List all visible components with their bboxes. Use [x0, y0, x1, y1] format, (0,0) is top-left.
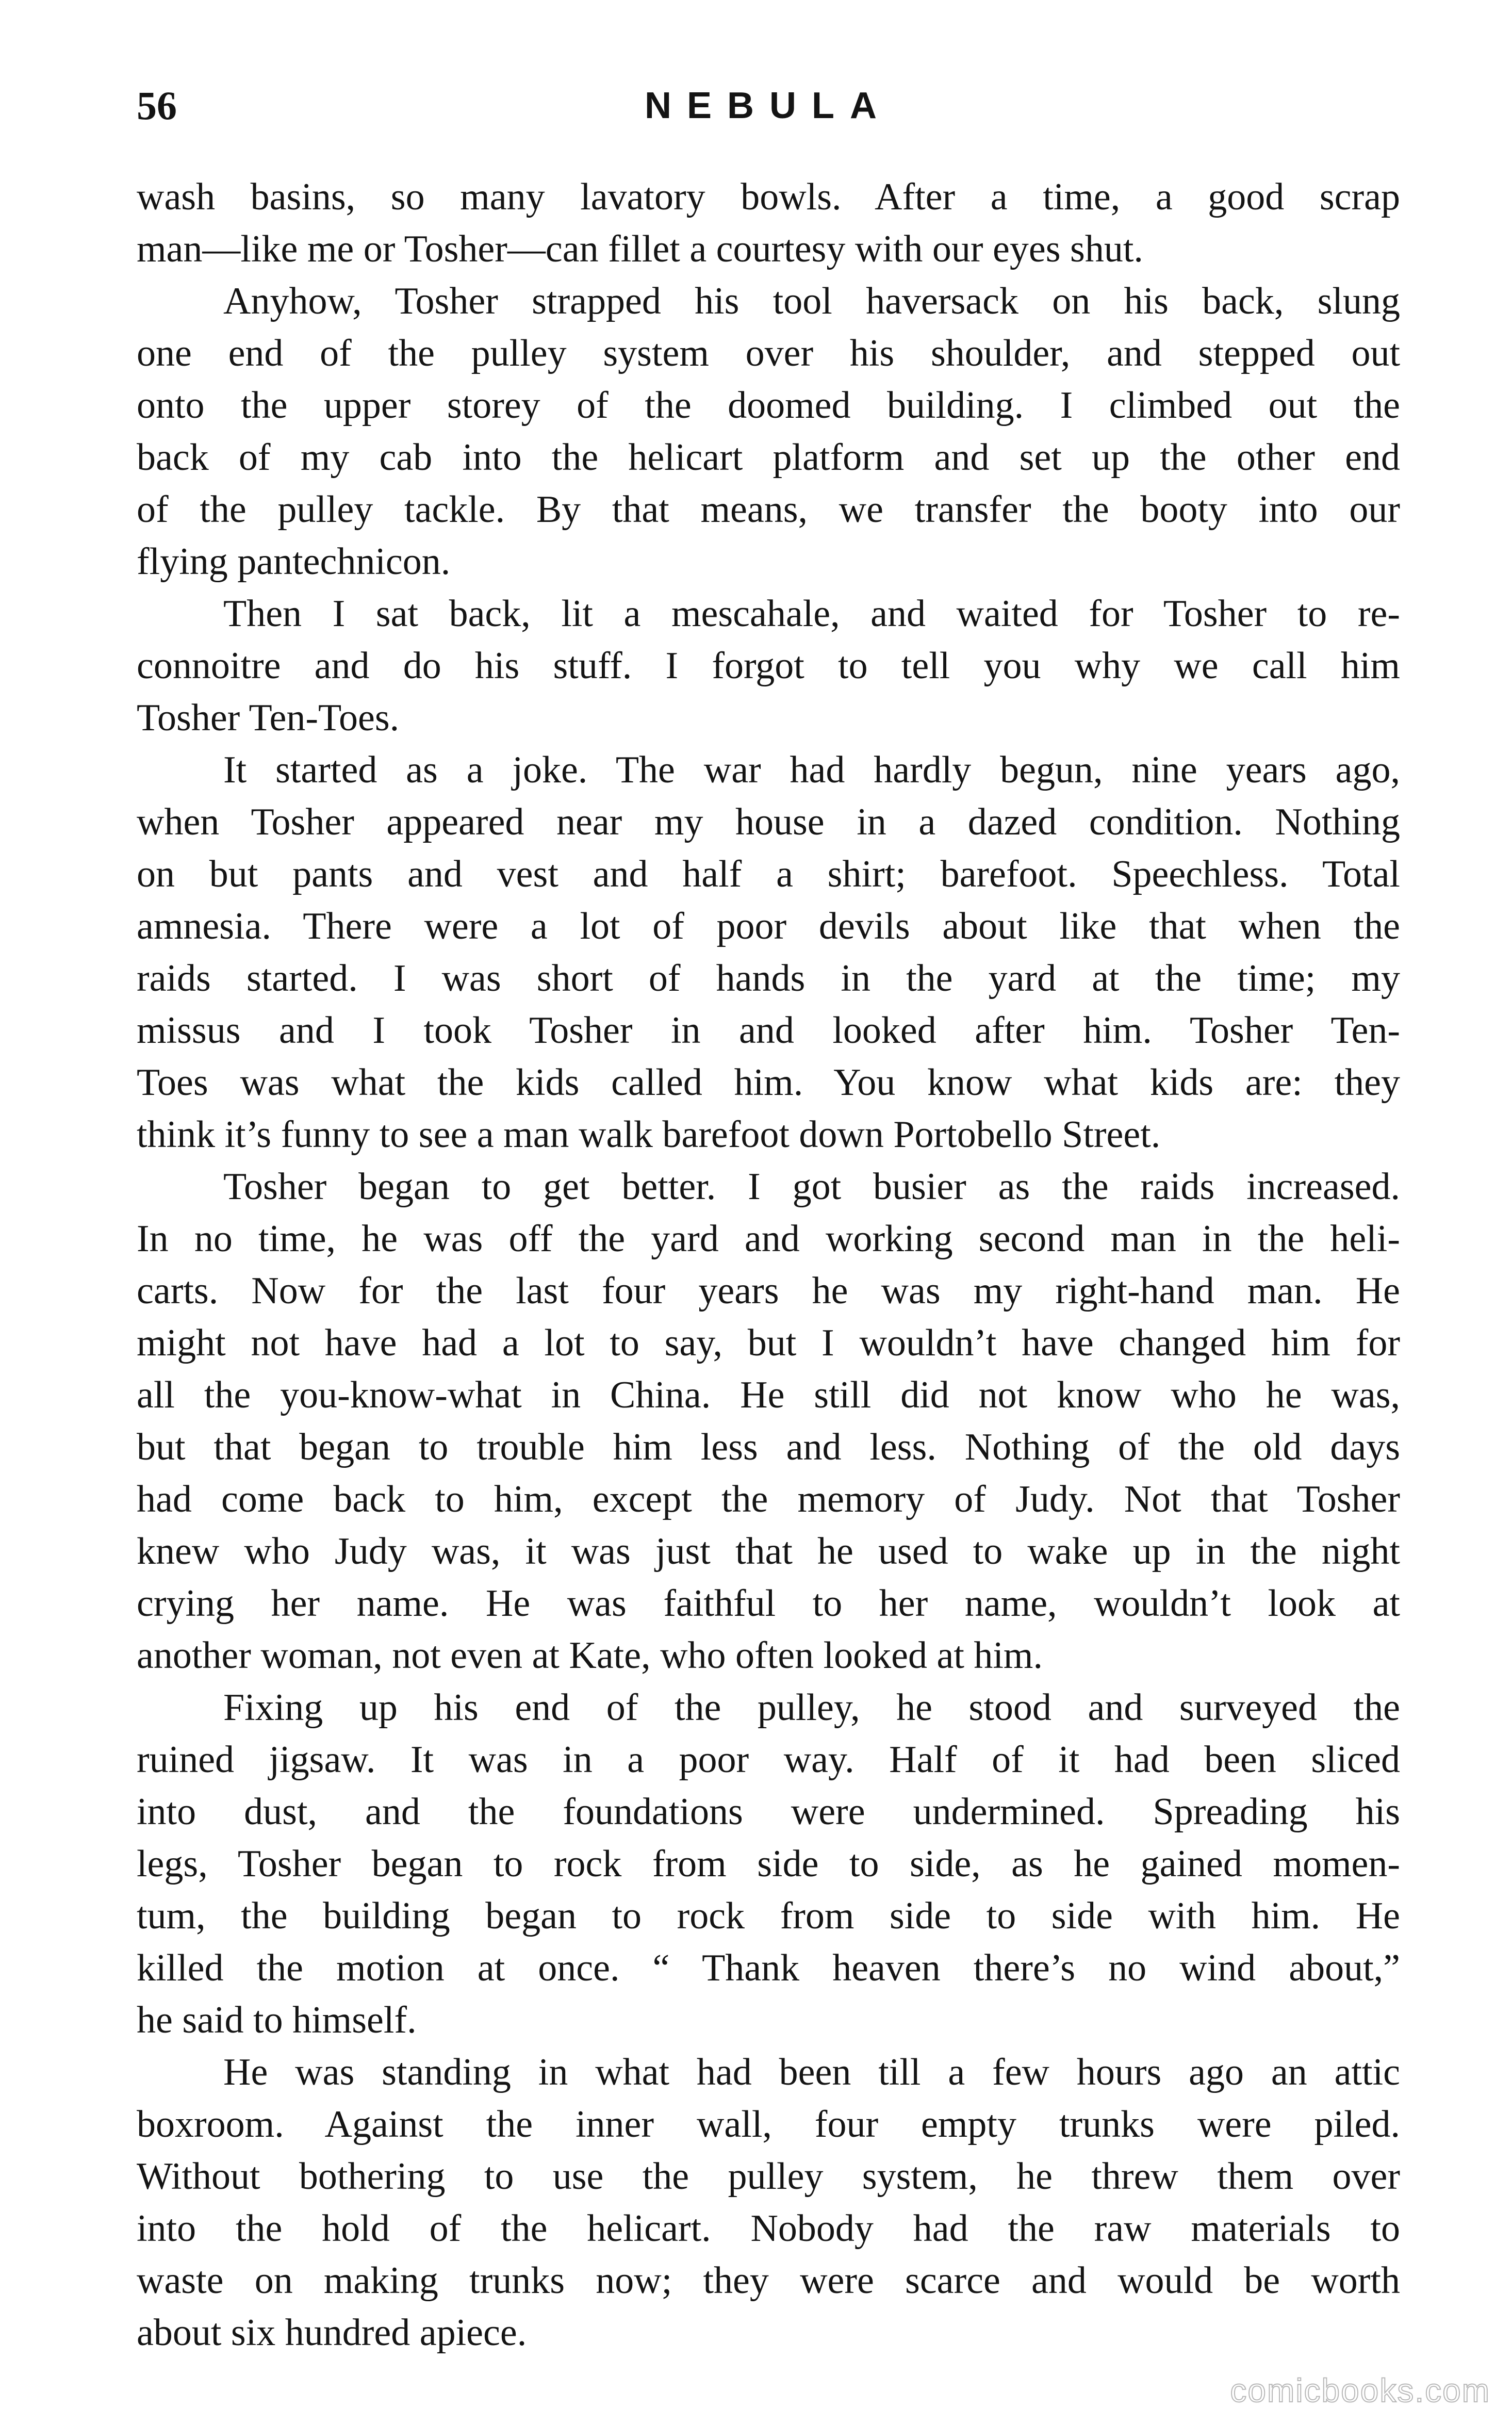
- text-line: In no time, he was off the yard and working second man in the heli-: [137, 1218, 1400, 1260]
- text-line: he said to himself.: [137, 1999, 417, 2041]
- running-title: NEBULA: [645, 85, 892, 126]
- text-line: Toes was what the kids called him. You know what kids are: they: [137, 1061, 1400, 1104]
- text-line: might not have had a lot to say, but I wouldn’t have changed him for: [137, 1322, 1400, 1364]
- running-head: [137, 77, 1400, 134]
- text-line: all the you-know-what in China. He still did not know who he was,: [137, 1374, 1400, 1416]
- text-line: man—like me or Tosher—can fillet a courtesy with our eyes shut.: [137, 228, 1143, 270]
- text-line: onto the upper storey of the doomed building. I climbed out the: [137, 384, 1400, 427]
- text-line: wash basins, so many lavatory bowls. After a time, a good scrap: [137, 176, 1400, 218]
- text-line: crying her name. He was faithful to her name, wouldn’t look at: [137, 1582, 1400, 1625]
- text-line: Tosher Ten-Toes.: [137, 697, 400, 739]
- text-line: on but pants and vest and half a shirt; barefoot. Speechless. Total: [137, 853, 1400, 895]
- text-line: raids started. I was short of hands in the yard at the time; my: [137, 957, 1400, 1000]
- text-line: think it’s funny to see a man walk barefoot down Portobello Street.: [137, 1113, 1161, 1156]
- text-line: one end of the pulley system over his shoulder, and stepped out: [137, 332, 1400, 374]
- text-line: Then I sat back, lit a mescahale, and waited for Tosher to re-: [223, 593, 1400, 635]
- text-line: back of my cab into the helicart platform and set up the other end: [137, 436, 1400, 479]
- text-line: It started as a joke. The war had hardly begun, nine years ago,: [223, 749, 1400, 791]
- text-line: killed the motion at once. “ Thank heaven there’s no wind about,”: [137, 1947, 1400, 1989]
- text-line: Fixing up his end of the pulley, he stood and surveyed the: [223, 1686, 1400, 1729]
- text-line: ruined jigsaw. It was in a poor way. Half of it had been sliced: [137, 1739, 1400, 1781]
- text-line: but that began to trouble him less and less. Nothing of the old days: [137, 1426, 1400, 1468]
- text-line: knew who Judy was, it was just that he used to wake up in the night: [137, 1530, 1400, 1573]
- text-line: when Tosher appeared near my house in a dazed condition. Nothing: [137, 801, 1400, 843]
- text-line: He was standing in what had been till a few hours ago an attic: [223, 2051, 1400, 2093]
- text-line: tum, the building began to rock from side to side with him. He: [137, 1895, 1400, 1937]
- text-line: another woman, not even at Kate, who often looked at him.: [137, 1634, 1043, 1677]
- text-line: Anyhow, Tosher strapped his tool haversack on his back, slung: [223, 280, 1400, 322]
- text-line: boxroom. Against the inner wall, four empty trunks were piled.: [137, 2103, 1400, 2145]
- text-line: missus and I took Tosher in and looked after him. Tosher Ten-: [137, 1009, 1400, 1052]
- text-line: waste on making trunks now; they were scarce and would be worth: [137, 2259, 1400, 2302]
- text-line: flying pantechnicon.: [137, 541, 451, 583]
- text-line: legs, Tosher began to rock from side to side, as he gained momen-: [137, 1843, 1400, 1885]
- text-line: Without bothering to use the pulley system, he threw them over: [137, 2155, 1400, 2198]
- text-line: of the pulley tackle. By that means, we transfer the booty into our: [137, 488, 1400, 531]
- text-line: connoitre and do his stuff. I forgot to tell you why we call him: [137, 645, 1400, 687]
- text-line: amnesia. There were a lot of poor devils about like that when the: [137, 905, 1400, 947]
- text-line: Tosher began to get better. I got busier as the raids increased.: [223, 1166, 1400, 1208]
- text-line: about six hundred apiece.: [137, 2312, 527, 2354]
- text-line: had come back to him, except the memory of Judy. Not that Tosher: [137, 1478, 1400, 1520]
- text-line: carts. Now for the last four years he was my right-hand man. He: [137, 1270, 1400, 1312]
- text-line: into the hold of the helicart. Nobody had the raw materials to: [137, 2207, 1400, 2250]
- text-line: into dust, and the foundations were undermined. Spreading his: [137, 1791, 1400, 1833]
- body-text: [137, 171, 1400, 2358]
- watermark: comicbooks.com: [1230, 2372, 1490, 2409]
- page-number: 56: [137, 83, 177, 128]
